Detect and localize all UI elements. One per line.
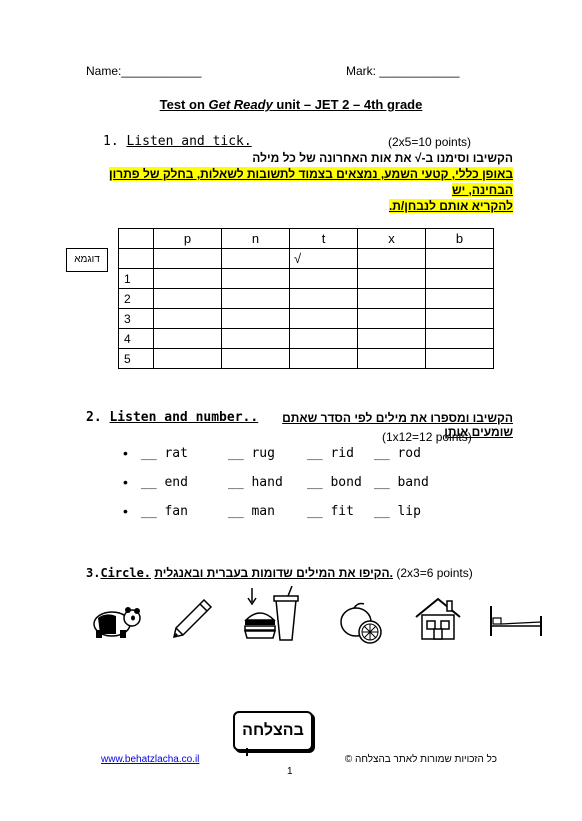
mark-blank: ____________ — [379, 64, 460, 78]
row-number: 1 — [119, 269, 154, 289]
table-cell[interactable] — [426, 269, 494, 289]
section1-points: (2x5=10 points) — [388, 135, 472, 149]
bullet: • — [123, 503, 128, 519]
row-number: 3 — [119, 309, 154, 329]
list-item: __ bond — [307, 475, 362, 490]
bullet: • — [123, 474, 128, 490]
name-label: Name: — [86, 64, 122, 78]
table-header-row — [119, 229, 494, 249]
fruit-icon[interactable] — [336, 600, 384, 646]
panda-icon[interactable] — [86, 604, 142, 640]
table-cell[interactable] — [222, 329, 290, 349]
bullet: • — [123, 445, 128, 461]
table-cell[interactable] — [290, 309, 358, 329]
list-item: __ fit — [307, 504, 354, 519]
section1-note-line1: באופן כללי, קטעי השמע, נמצאים בצמוד לתשובות לשאלות, בחלק של פתרון הבחינה, יש — [109, 167, 513, 197]
list-item: __ man — [228, 504, 275, 519]
table-cell[interactable] — [222, 269, 290, 289]
list-item: __ rod — [374, 446, 421, 461]
row-number: 4 — [119, 329, 154, 349]
table-row — [119, 269, 494, 289]
table-cell[interactable] — [154, 289, 222, 309]
website-link[interactable]: www.behatzlacha.co.il — [101, 754, 200, 765]
table-cell[interactable] — [154, 329, 222, 349]
section1-instruction: הקשיבו וסימנו ב-√ את אות האחרונה של כל מילה — [252, 151, 513, 165]
table-cell[interactable] — [358, 329, 426, 349]
section2-title: Listen and number.. — [109, 410, 259, 425]
table-cell[interactable] — [290, 269, 358, 289]
section3-number: 3. — [86, 566, 101, 580]
table-cell[interactable] — [426, 289, 494, 309]
row-number: 2 — [119, 289, 154, 309]
table-cell[interactable] — [154, 349, 222, 369]
table-header-cell: n — [222, 229, 290, 249]
table-row — [119, 309, 494, 329]
list-item: __ rid — [307, 446, 354, 461]
section3-instruction: הקיפו את המילים שדומות בעברית ובאנגלית. — [154, 566, 393, 580]
bed-icon[interactable] — [488, 602, 544, 638]
table-header-cell — [119, 229, 154, 249]
list-item: __ rat — [141, 446, 188, 461]
table-row-example — [119, 249, 494, 269]
list-item: __ end — [141, 475, 188, 490]
table-header-cell: b — [426, 229, 494, 249]
table-cell[interactable] — [290, 349, 358, 369]
table-cell[interactable] — [154, 269, 222, 289]
list-item: __ lip — [374, 504, 421, 519]
section1-note-line2: להקריא אותם לנבחן/ת. — [388, 199, 513, 213]
table-cell[interactable] — [358, 309, 426, 329]
table-cell[interactable] — [222, 249, 290, 269]
mark-label: Mark: — [346, 64, 376, 78]
section1-note — [80, 166, 513, 214]
list-item: __ fan — [141, 504, 188, 519]
table-cell[interactable] — [358, 289, 426, 309]
table-header-cell: t — [290, 229, 358, 249]
table-cell[interactable] — [154, 309, 222, 329]
section3-title: Circle. — [100, 566, 152, 580]
logo-tail — [246, 748, 254, 756]
list-item: __ hand — [228, 475, 283, 490]
burger-and-drink-icon[interactable] — [238, 586, 300, 642]
mark-field — [346, 64, 459, 78]
table-cell[interactable] — [426, 309, 494, 329]
section2-points: (1x12=12 points) — [382, 430, 472, 444]
copyright-text: כל הזכויות שמורות לאתר בהצלחה © — [344, 754, 497, 765]
page-number: 1 — [287, 766, 293, 777]
list-item: __ band — [374, 475, 429, 490]
table-cell[interactable] — [154, 249, 222, 269]
table-header-cell: p — [154, 229, 222, 249]
section2-number: 2. — [86, 410, 102, 425]
name-field — [86, 64, 201, 78]
row-number: 5 — [119, 349, 154, 369]
table-row — [119, 349, 494, 369]
table-cell — [119, 249, 154, 269]
section1-number: 1. — [103, 134, 119, 149]
table-cell[interactable] — [290, 329, 358, 349]
page-title: Test on Get Ready unit – JET 2 – 4th grade — [159, 97, 423, 112]
section3-heading — [86, 566, 473, 580]
section2-instruction: הקשיבו ומספרו את מילים לפי הסדר שאתם שומעים אותן — [282, 411, 513, 439]
example-label: דוגמא — [66, 248, 108, 272]
table-cell[interactable] — [426, 249, 494, 269]
example-tick: √ — [290, 249, 358, 269]
table-cell[interactable] — [222, 349, 290, 369]
house-icon[interactable] — [413, 597, 463, 641]
section1-heading — [103, 134, 252, 149]
section3-points: (2x3=6 points) — [396, 566, 473, 580]
section2-heading — [86, 410, 258, 425]
pencil-icon[interactable] — [170, 597, 214, 639]
table-cell[interactable] — [426, 349, 494, 369]
list-item: __ rug — [228, 446, 275, 461]
section1-title: Listen and tick. — [126, 134, 252, 149]
table-cell[interactable] — [358, 249, 426, 269]
behatzlacha-logo: בהצלחה — [233, 711, 313, 751]
table-cell[interactable] — [290, 289, 358, 309]
table-row — [119, 329, 494, 349]
table-cell[interactable] — [358, 269, 426, 289]
tick-table — [118, 228, 494, 369]
table-cell[interactable] — [358, 349, 426, 369]
table-row — [119, 289, 494, 309]
table-cell[interactable] — [222, 309, 290, 329]
table-cell[interactable] — [222, 289, 290, 309]
table-header-cell: x — [358, 229, 426, 249]
table-cell[interactable] — [426, 329, 494, 349]
name-blank: ____________ — [121, 64, 202, 78]
